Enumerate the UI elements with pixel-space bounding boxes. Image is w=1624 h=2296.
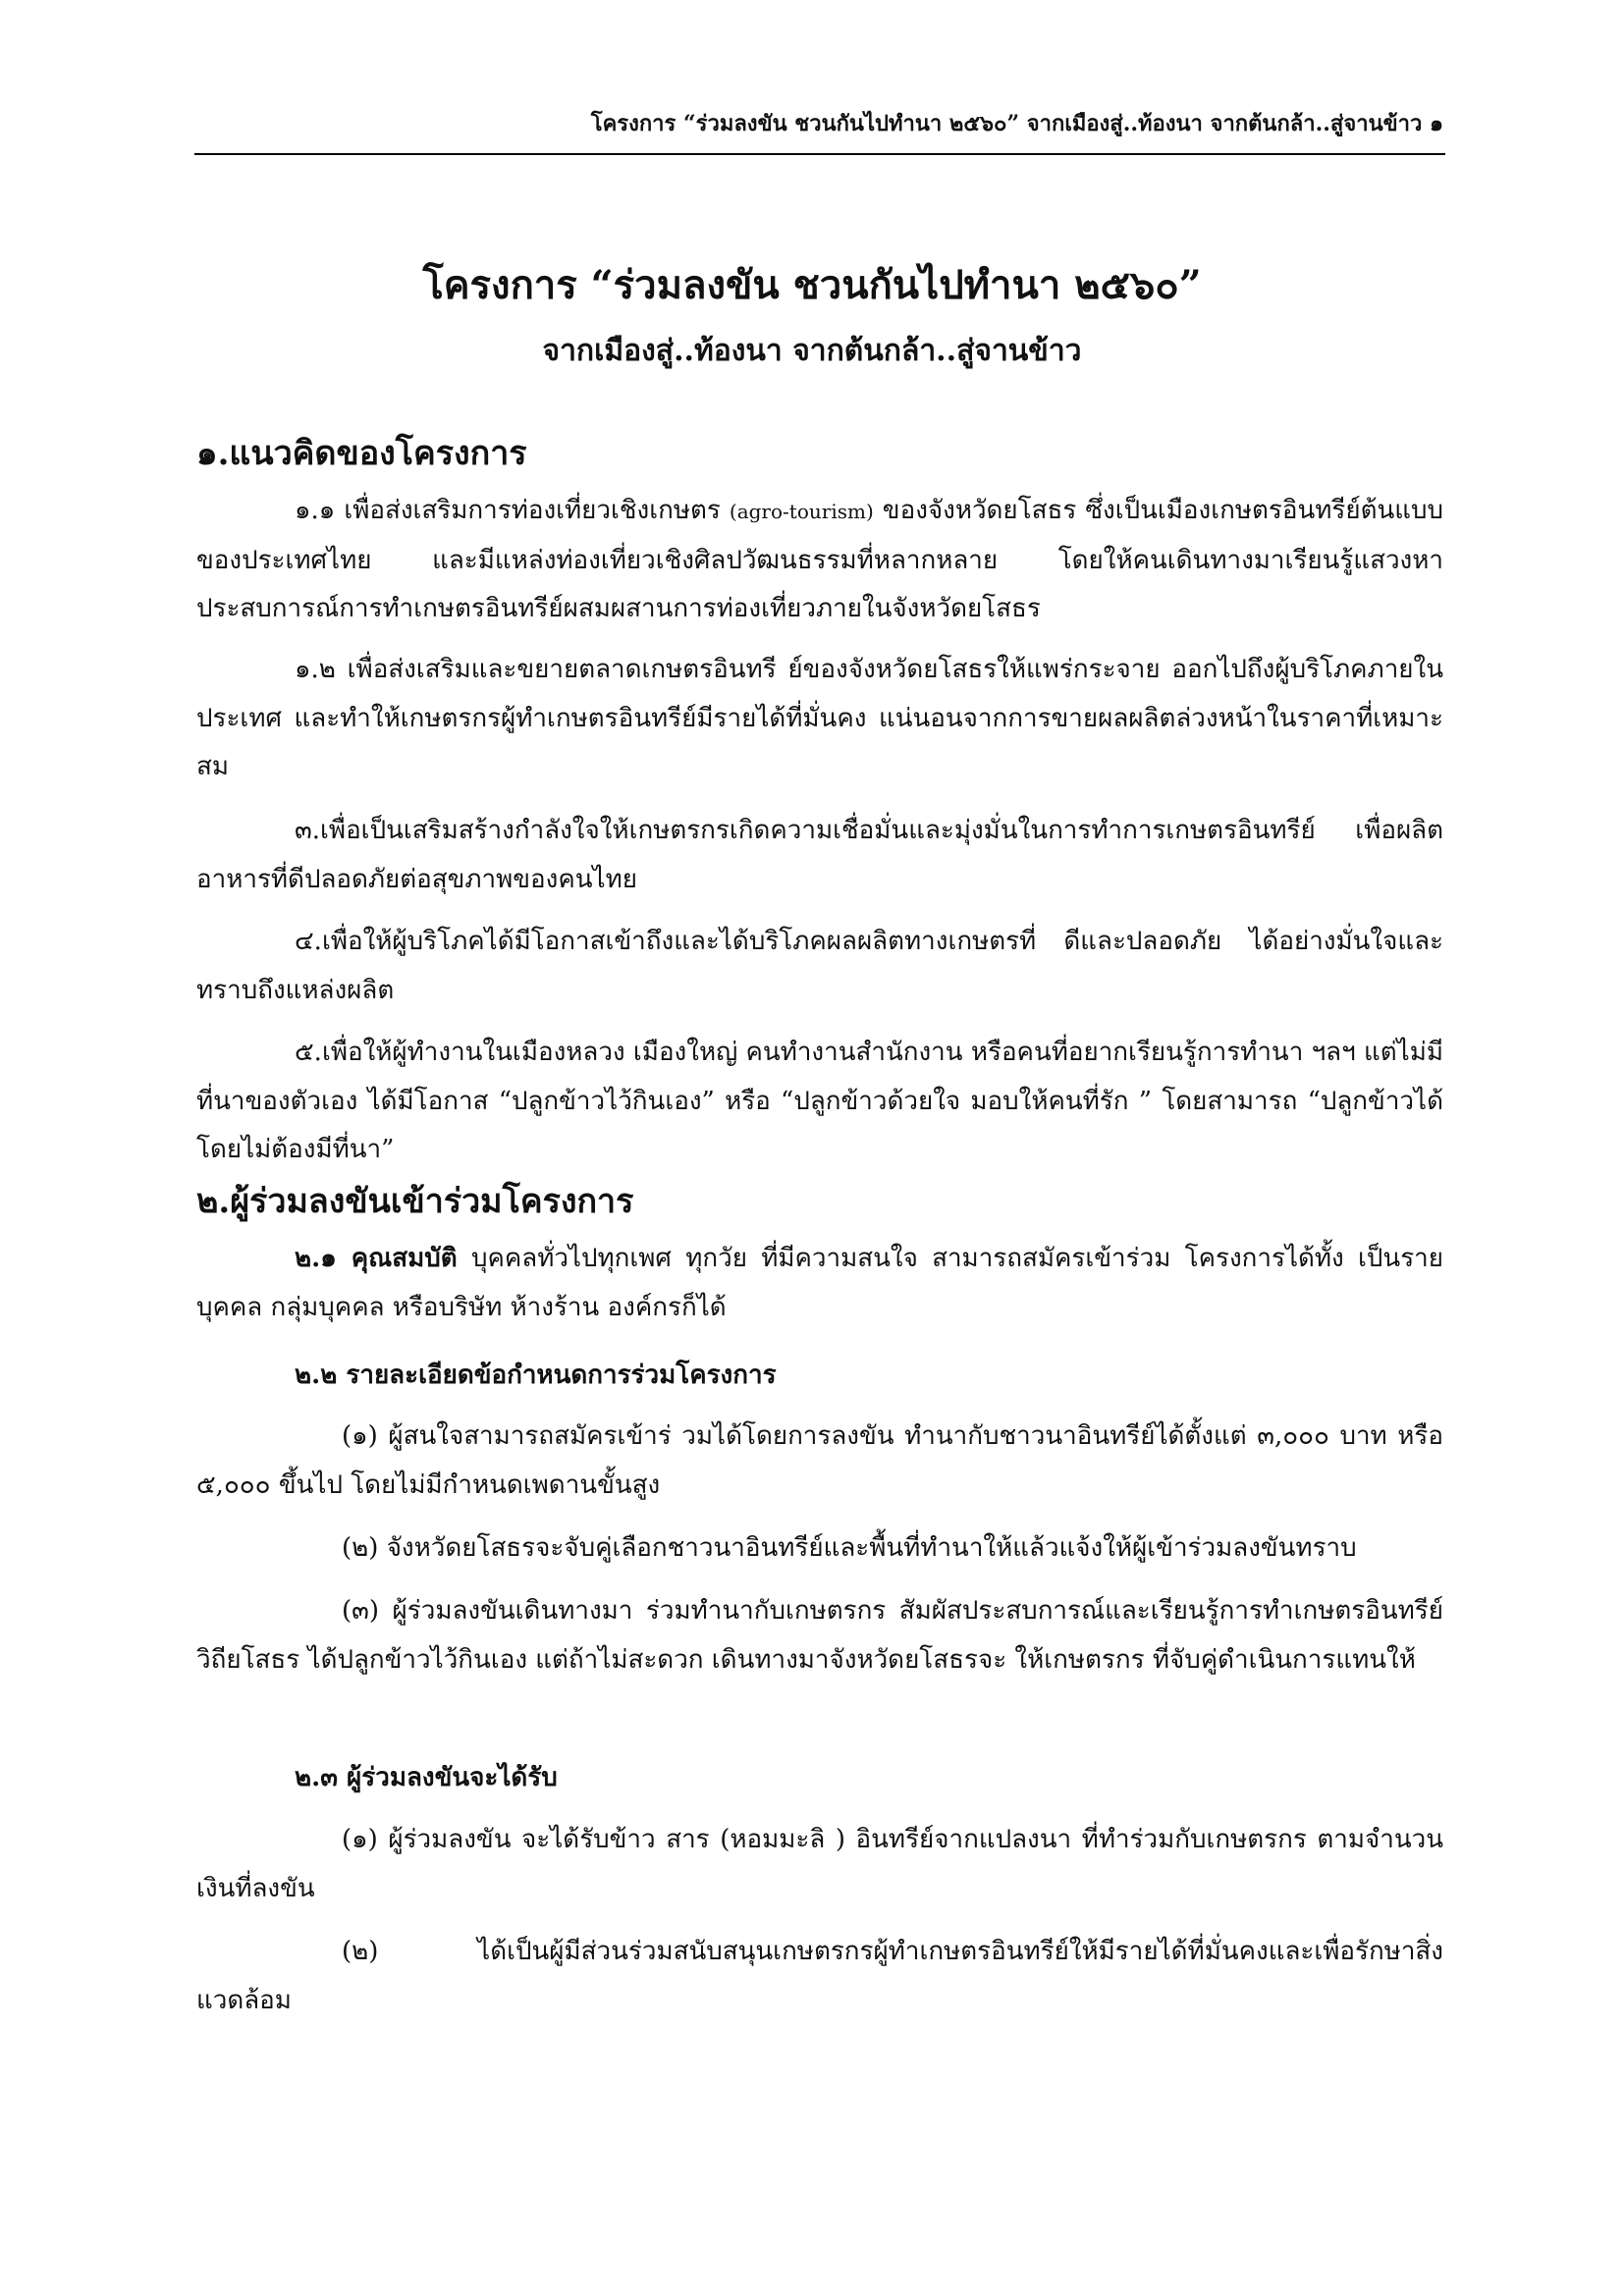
subheading-2-3: ๒.๓ ผู้ร่วมลงขันจะได้รับ xyxy=(295,1763,558,1792)
paragraph-1-3: ๓.เพื่อเป็นเสริมสร้างกำลังใจให้เกษตรกรเกิดความเชื่อมั่นและมุ่งมั่นในการทำการเกษตรอินทรีย์ เพื่อผลิตอาหารที่ดีปลอดภัยต่อสุขภาพของคนไทย xyxy=(196,816,1443,894)
document-title: โครงการ “ร่วมลงขัน ชวนกันไปทำนา ๒๕๖๐” xyxy=(422,262,1202,308)
paragraph-1-1-text-a: ๑.๑ เพื่อส่งเสริมการท่องเที่ยวเชิงเกษตร xyxy=(295,496,730,525)
section-2-heading: ๒.ผู้ร่วมลงขันเข้าร่วมโครงการ xyxy=(196,1182,634,1221)
qualification-label: ๒.๑ คุณสมบัติ xyxy=(295,1244,458,1273)
requirement-item-1: (๑) ผู้สนใจสามารถสมัครเข้าร่ วมได้โดยการลงขัน ทำนากับชาวนาอินทรีย์ได้ตั้งแต่ ๓,๐๐๐ บาท หรือ ๕,๐๐๐ ขึ้นไป โดยไม่มีกำหนดเพดานขั้นสูง xyxy=(196,1421,1443,1500)
benefit-item-1: (๑) ผู้ร่วมลงขัน จะได้รับข้าว สาร (หอมมะลิ ) อินทรีย์จากแปลงนา ที่ทำร่วมกับเกษตรกร ตามจำนวนเงินที่ลงขัน xyxy=(196,1825,1443,1903)
paragraph-1-2: ๑.๒ เพื่อส่งเสริมและขยายตลาดเกษตรอินทรี ย์ของจังหวัดยโสธรให้แพร่กระจาย ออกไปถึงผู้บริโภคภายในประเทศ และทำให้เกษตรกรผู้ทำเกษตรอินทรีย์มีรายได้ที่มั่นคง แน่นอนจากการขายผลผลิตล่วงหน้าในราคาที่เหมาะสม xyxy=(196,655,1443,781)
document-subtitle: จากเมืองสู่..ท้องนา จากต้นกล้า..สู่จานข้าว xyxy=(542,334,1082,368)
paragraph-1-1-text-b: ของจังหวัดยโสธร ซึ่งเป็นเมืองเกษตรอินทรีย์ต้นแบบของประเทศไทย และมีแหล่งท่องเที่ยวเชิงศิลปวัฒนธรรมที่หลากหลาย โดยให้คนเดินทางมาเรียนรู้แสวงหาประสบการณ์การทำเกษตรอินทรีย์ผสมผสานการท่องเที่ยวภายในจังหวัดยโสธร xyxy=(196,496,1443,623)
requirement-item-3: (๓) ผู้ร่วมลงขันเดินทางมา ร่วมทำนากับเกษตรกร สัมผัสประสบการณ์และเรียนรู้การทำเกษตรอินทรีย์วิถียโสธร ได้ปลูกข้าวไว้กินเอง แต่ถ้าไม่สะดวก เดินทางมาจังหวัดยโสธรจะ ให้เกษตรกร ที่จับคู่ดำเนินการแทนให้ xyxy=(196,1596,1443,1675)
requirement-item-2: (๒) จังหวัดยโสธรจะจับคู่เลือกชาวนาอินทรีย์และพื้นที่ทำนาให้แล้วแจ้งให้ผู้เข้าร่วมลงขันทราบ xyxy=(342,1533,1357,1563)
section-1-heading: ๑.แนวคิดของโครงการ xyxy=(196,434,527,473)
benefit-item-2: (๒) ได้เป็นผู้มีส่วนร่วมสนับสนุนเกษตรกรผู้ทำเกษตรอินทรีย์ให้มีรายได้ที่มั่นคงและเพื่อรักษาสิ่งแวดล้อม xyxy=(196,1937,1443,2015)
qualification-text: บุคคลทั่วไปทุกเพศ ทุกวัย ที่มีความสนใจ สามารถสมัครเข้าร่วม โครงการได้ทั้ง เป็นรายบุคคล กลุ่มบุคคล หรือบริษัท ห้างร้าน องค์กรก็ได้ xyxy=(196,1244,1443,1322)
paragraph-1-5: ๕.เพื่อให้ผู้ทำงานในเมืองหลวง เมืองใหญ่ คนทำงานสำนักงาน หรือคนที่อยากเรียนรู้การทำนา ฯลฯ แต่ไม่มีที่นาของตัวเอง ได้มีโอกาส “ปลูกข้าวไว้กินเอง” หรือ “ปลูกข้าวด้วยใจ มอบให้คนที่รัก ” โดยสามารถ “ปลูกข้าวได้ โดยไม่ต้องมีที่นา” xyxy=(196,1038,1443,1164)
paragraph-1-1 xyxy=(196,487,1443,634)
running-header: โครงการ “ร่วมลงขัน ชวนกันไปทำนา ๒๕๖๐” จากเมืองสู่..ท้องนา จากต้นกล้า..สู่จานข้าว ๑ xyxy=(590,111,1443,136)
paragraph-1-4: ๔.เพื่อให้ผู้บริโภคได้มีโอกาสเข้าถึงและได้บริโภคผลผลิตทางเกษตรที่ ดีและปลอดภัย ได้อย่างมั่นใจและทราบถึงแหล่งผลิต xyxy=(196,927,1443,1005)
header-rule xyxy=(194,153,1445,155)
paragraph-2-1 xyxy=(196,1235,1443,1332)
subheading-2-2: ๒.๒ รายละเอียดข้อกำหนดการร่วมโครงการ xyxy=(295,1361,777,1390)
agro-tourism-term: (agro-tourism) xyxy=(729,500,874,523)
